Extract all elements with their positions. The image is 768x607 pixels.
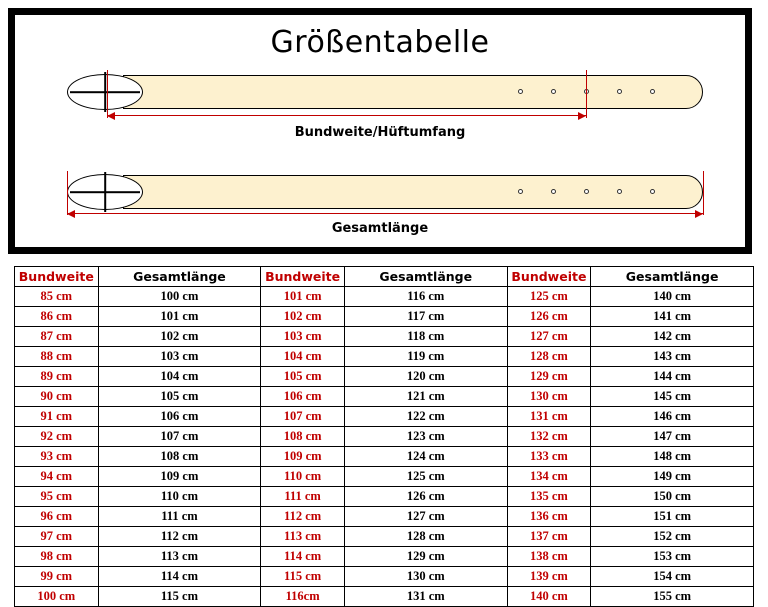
cell-gesamtlaenge: 117 cm	[344, 307, 507, 327]
dim-tick-right-top	[586, 70, 587, 118]
cell-gesamtlaenge: 129 cm	[344, 547, 507, 567]
table-row	[15, 447, 754, 467]
column-header-bundweite-1: Bundweite	[15, 267, 99, 287]
diagram-title: Größentabelle	[270, 25, 490, 60]
cell-gesamtlaenge: 122 cm	[344, 407, 507, 427]
column-header-gesamtlaenge-1: Gesamtlänge	[98, 267, 261, 287]
column-header-gesamtlaenge-2: Gesamtlänge	[344, 267, 507, 287]
belt-hole	[551, 189, 556, 194]
belt-diagram	[15, 15, 745, 247]
cell-gesamtlaenge: 119 cm	[344, 347, 507, 367]
table-row	[15, 587, 754, 607]
cell-bundweite: 111 cm	[261, 487, 345, 507]
cell-gesamtlaenge: 113 cm	[98, 547, 261, 567]
cell-gesamtlaenge: 128 cm	[344, 527, 507, 547]
cell-bundweite: 94 cm	[15, 467, 99, 487]
size-table-body	[15, 287, 754, 607]
table-row	[15, 427, 754, 447]
cell-bundweite: 92 cm	[15, 427, 99, 447]
table-row	[15, 407, 754, 427]
table-row	[15, 287, 754, 307]
cell-gesamtlaenge: 140 cm	[591, 287, 754, 307]
cell-gesamtlaenge: 110 cm	[98, 487, 261, 507]
cell-gesamtlaenge: 127 cm	[344, 507, 507, 527]
cell-bundweite: 106 cm	[261, 387, 345, 407]
cell-bundweite: 100 cm	[15, 587, 99, 607]
table-row	[15, 487, 754, 507]
cell-gesamtlaenge: 144 cm	[591, 367, 754, 387]
cell-bundweite: 88 cm	[15, 347, 99, 367]
dimension-line-total-length	[67, 213, 703, 214]
cell-gesamtlaenge: 151 cm	[591, 507, 754, 527]
cell-bundweite: 89 cm	[15, 367, 99, 387]
table-row	[15, 547, 754, 567]
table-row	[15, 507, 754, 527]
cell-bundweite: 104 cm	[261, 347, 345, 367]
dimension-line-waist	[107, 115, 586, 116]
cell-bundweite: 125 cm	[507, 287, 591, 307]
cell-bundweite: 115 cm	[261, 567, 345, 587]
cell-gesamtlaenge: 121 cm	[344, 387, 507, 407]
cell-bundweite: 107 cm	[261, 407, 345, 427]
cell-bundweite: 105 cm	[261, 367, 345, 387]
cell-bundweite: 139 cm	[507, 567, 591, 587]
cell-gesamtlaenge: 141 cm	[591, 307, 754, 327]
belt-strap-top	[123, 75, 703, 109]
cell-gesamtlaenge: 106 cm	[98, 407, 261, 427]
cell-gesamtlaenge: 142 cm	[591, 327, 754, 347]
cell-bundweite: 114 cm	[261, 547, 345, 567]
dimension-label-total-length: Gesamtlänge	[331, 221, 429, 236]
cell-bundweite: 134 cm	[507, 467, 591, 487]
belt-hole	[518, 189, 523, 194]
cell-bundweite: 108 cm	[261, 427, 345, 447]
cell-bundweite: 129 cm	[507, 367, 591, 387]
buckle-prong	[104, 72, 106, 112]
cell-bundweite: 87 cm	[15, 327, 99, 347]
cell-bundweite: 138 cm	[507, 547, 591, 567]
table-row	[15, 467, 754, 487]
belt-hole	[617, 89, 622, 94]
cell-gesamtlaenge: 101 cm	[98, 307, 261, 327]
cell-bundweite: 101 cm	[261, 287, 345, 307]
cell-gesamtlaenge: 146 cm	[591, 407, 754, 427]
cell-gesamtlaenge: 108 cm	[98, 447, 261, 467]
table-row	[15, 367, 754, 387]
cell-gesamtlaenge: 112 cm	[98, 527, 261, 547]
belt-strap-bottom	[123, 175, 703, 209]
belt-hole	[650, 89, 655, 94]
column-header-bundweite-2: Bundweite	[261, 267, 345, 287]
cell-bundweite: 86 cm	[15, 307, 99, 327]
belt-hole	[617, 189, 622, 194]
table-row	[15, 527, 754, 547]
cell-gesamtlaenge: 114 cm	[98, 567, 261, 587]
cell-gesamtlaenge: 143 cm	[591, 347, 754, 367]
cell-bundweite: 97 cm	[15, 527, 99, 547]
table-header-row	[15, 267, 754, 287]
cell-gesamtlaenge: 131 cm	[344, 587, 507, 607]
cell-bundweite: 85 cm	[15, 287, 99, 307]
belt-hole	[551, 89, 556, 94]
cell-gesamtlaenge: 102 cm	[98, 327, 261, 347]
cell-bundweite: 90 cm	[15, 387, 99, 407]
buckle-prong	[104, 172, 106, 212]
cell-gesamtlaenge: 149 cm	[591, 467, 754, 487]
belt-buckle-top-icon	[67, 74, 143, 110]
cell-bundweite: 135 cm	[507, 487, 591, 507]
cell-gesamtlaenge: 109 cm	[98, 467, 261, 487]
cell-bundweite: 113 cm	[261, 527, 345, 547]
table-row	[15, 347, 754, 367]
cell-bundweite: 127 cm	[507, 327, 591, 347]
cell-bundweite: 95 cm	[15, 487, 99, 507]
cell-gesamtlaenge: 145 cm	[591, 387, 754, 407]
cell-gesamtlaenge: 150 cm	[591, 487, 754, 507]
dimension-label-waist: Bundweite/Hüftumfang	[294, 125, 466, 140]
cell-bundweite: 116cm	[261, 587, 345, 607]
cell-bundweite: 133 cm	[507, 447, 591, 467]
cell-gesamtlaenge: 155 cm	[591, 587, 754, 607]
belt-buckle-bottom-icon	[67, 174, 143, 210]
cell-gesamtlaenge: 153 cm	[591, 547, 754, 567]
cell-gesamtlaenge: 130 cm	[344, 567, 507, 587]
cell-bundweite: 103 cm	[261, 327, 345, 347]
table-row	[15, 307, 754, 327]
cell-bundweite: 98 cm	[15, 547, 99, 567]
cell-gesamtlaenge: 126 cm	[344, 487, 507, 507]
cell-gesamtlaenge: 147 cm	[591, 427, 754, 447]
cell-gesamtlaenge: 100 cm	[98, 287, 261, 307]
cell-gesamtlaenge: 123 cm	[344, 427, 507, 447]
cell-bundweite: 132 cm	[507, 427, 591, 447]
column-header-gesamtlaenge-3: Gesamtlänge	[591, 267, 754, 287]
cell-gesamtlaenge: 154 cm	[591, 567, 754, 587]
size-table	[14, 266, 754, 607]
table-row	[15, 567, 754, 587]
cell-bundweite: 109 cm	[261, 447, 345, 467]
cell-bundweite: 102 cm	[261, 307, 345, 327]
cell-gesamtlaenge: 111 cm	[98, 507, 261, 527]
cell-gesamtlaenge: 148 cm	[591, 447, 754, 467]
belt-hole	[518, 89, 523, 94]
belt-diagram-panel	[8, 8, 752, 254]
cell-gesamtlaenge: 125 cm	[344, 467, 507, 487]
cell-bundweite: 126 cm	[507, 307, 591, 327]
cell-bundweite: 112 cm	[261, 507, 345, 527]
cell-gesamtlaenge: 120 cm	[344, 367, 507, 387]
cell-bundweite: 131 cm	[507, 407, 591, 427]
cell-gesamtlaenge: 124 cm	[344, 447, 507, 467]
dim-tick-left-bottom	[67, 171, 68, 215]
cell-bundweite: 96 cm	[15, 507, 99, 527]
cell-bundweite: 93 cm	[15, 447, 99, 467]
cell-gesamtlaenge: 152 cm	[591, 527, 754, 547]
cell-bundweite: 140 cm	[507, 587, 591, 607]
cell-bundweite: 136 cm	[507, 507, 591, 527]
table-row	[15, 387, 754, 407]
size-table-wrapper	[8, 266, 760, 607]
column-header-bundweite-3: Bundweite	[507, 267, 591, 287]
dim-tick-right-bottom	[703, 171, 704, 215]
cell-gesamtlaenge: 115 cm	[98, 587, 261, 607]
cell-gesamtlaenge: 103 cm	[98, 347, 261, 367]
belt-hole	[650, 189, 655, 194]
belt-hole	[584, 189, 589, 194]
cell-gesamtlaenge: 105 cm	[98, 387, 261, 407]
cell-bundweite: 110 cm	[261, 467, 345, 487]
table-row	[15, 327, 754, 347]
cell-bundweite: 137 cm	[507, 527, 591, 547]
cell-bundweite: 91 cm	[15, 407, 99, 427]
cell-gesamtlaenge: 118 cm	[344, 327, 507, 347]
cell-gesamtlaenge: 104 cm	[98, 367, 261, 387]
cell-bundweite: 128 cm	[507, 347, 591, 367]
cell-bundweite: 99 cm	[15, 567, 99, 587]
cell-bundweite: 130 cm	[507, 387, 591, 407]
cell-gesamtlaenge: 116 cm	[344, 287, 507, 307]
cell-gesamtlaenge: 107 cm	[98, 427, 261, 447]
